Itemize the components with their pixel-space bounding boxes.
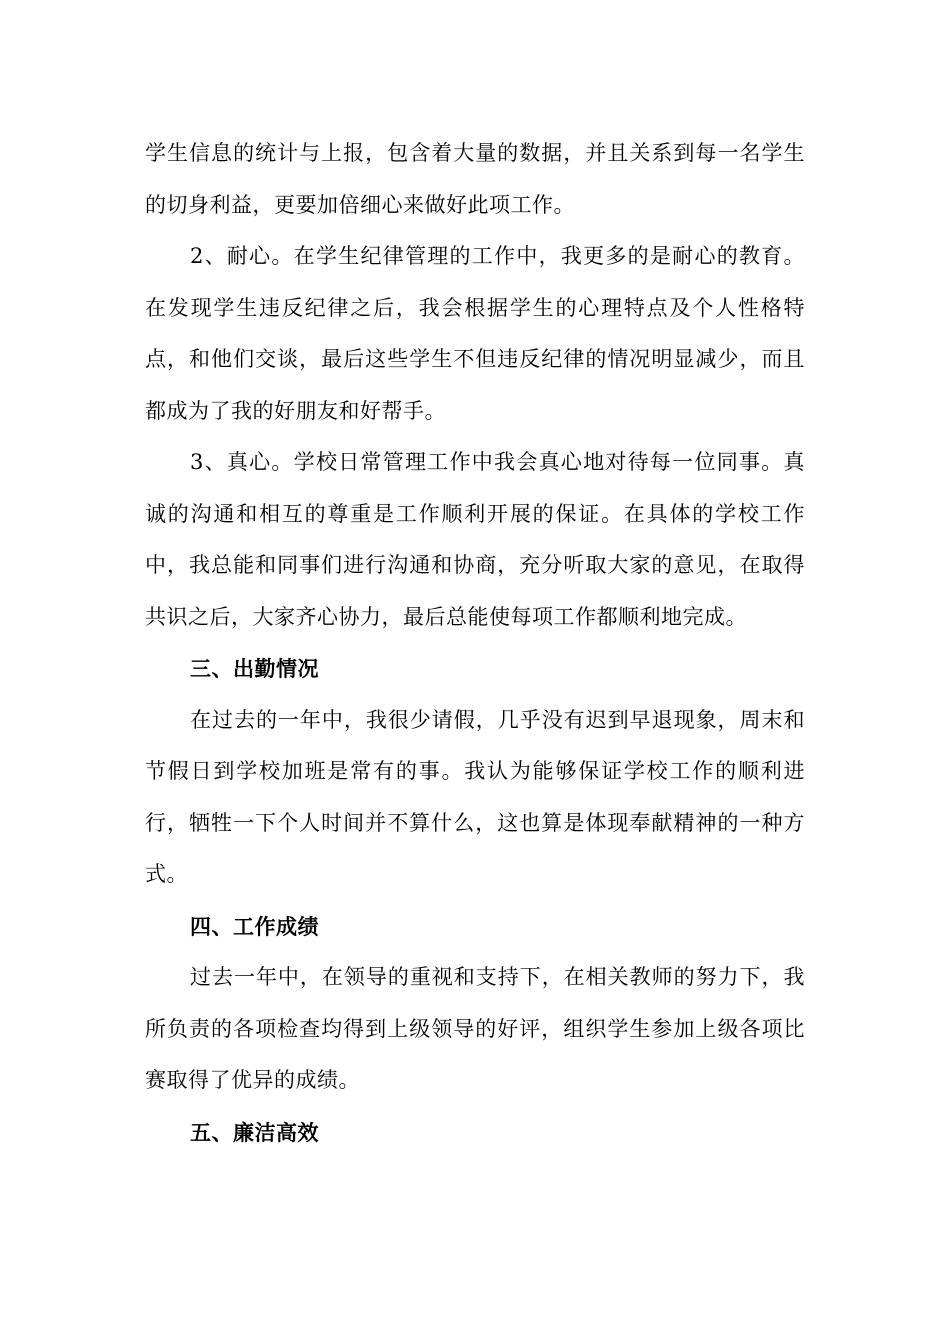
paragraph-achievements: 过去一年中，在领导的重视和支持下，在相关教师的努力下，我所负责的各项检查均得到上级领导的好评，组织学生参加上级各项比赛取得了优异的成绩。 xyxy=(145,965,805,1092)
document-body xyxy=(145,128,805,1158)
section-heading-attendance: 三、出勤情况 xyxy=(190,656,319,681)
paragraph-sincerity: 3、真心。学校日常管理工作中我会真心地对待每一位同事。真诚的沟通和相互的尊重是工作顺利开展的保证。在具体的学校工作中，我总能和同事们进行沟通和协商，充分听取大家的意见，在取得共识之后，大家齐心协力，最后总能使每项工作都顺利地完成。 xyxy=(145,450,805,629)
paragraph-attendance: 在过去的一年中，我很少请假，几乎没有迟到早退现象，周末和节假日到学校加班是常有的事。我认为能够保证学校工作的顺利进行，牺牲一下个人时间并不算什么，这也算是体现奉献精神的一种方式。 xyxy=(145,707,805,886)
section-heading-achievements: 四、工作成绩 xyxy=(190,913,319,939)
paragraph-patience: 2、耐心。在学生纪律管理的工作中，我更多的是耐心的教育。在发现学生违反纪律之后，我会根据学生的心理特点及个人性格特点，和他们交谈，最后这些学生不但违反纪律的情况明显减少，而且都成为了我的好朋友和好帮手。 xyxy=(145,244,805,423)
paragraph-continued: 学生信息的统计与上报，包含着大量的数据，并且关系到每一名学生的切身利益，更要加倍细心来做好此项工作。 xyxy=(145,141,805,217)
section-heading-integrity: 五、廉洁高效 xyxy=(190,1119,319,1145)
